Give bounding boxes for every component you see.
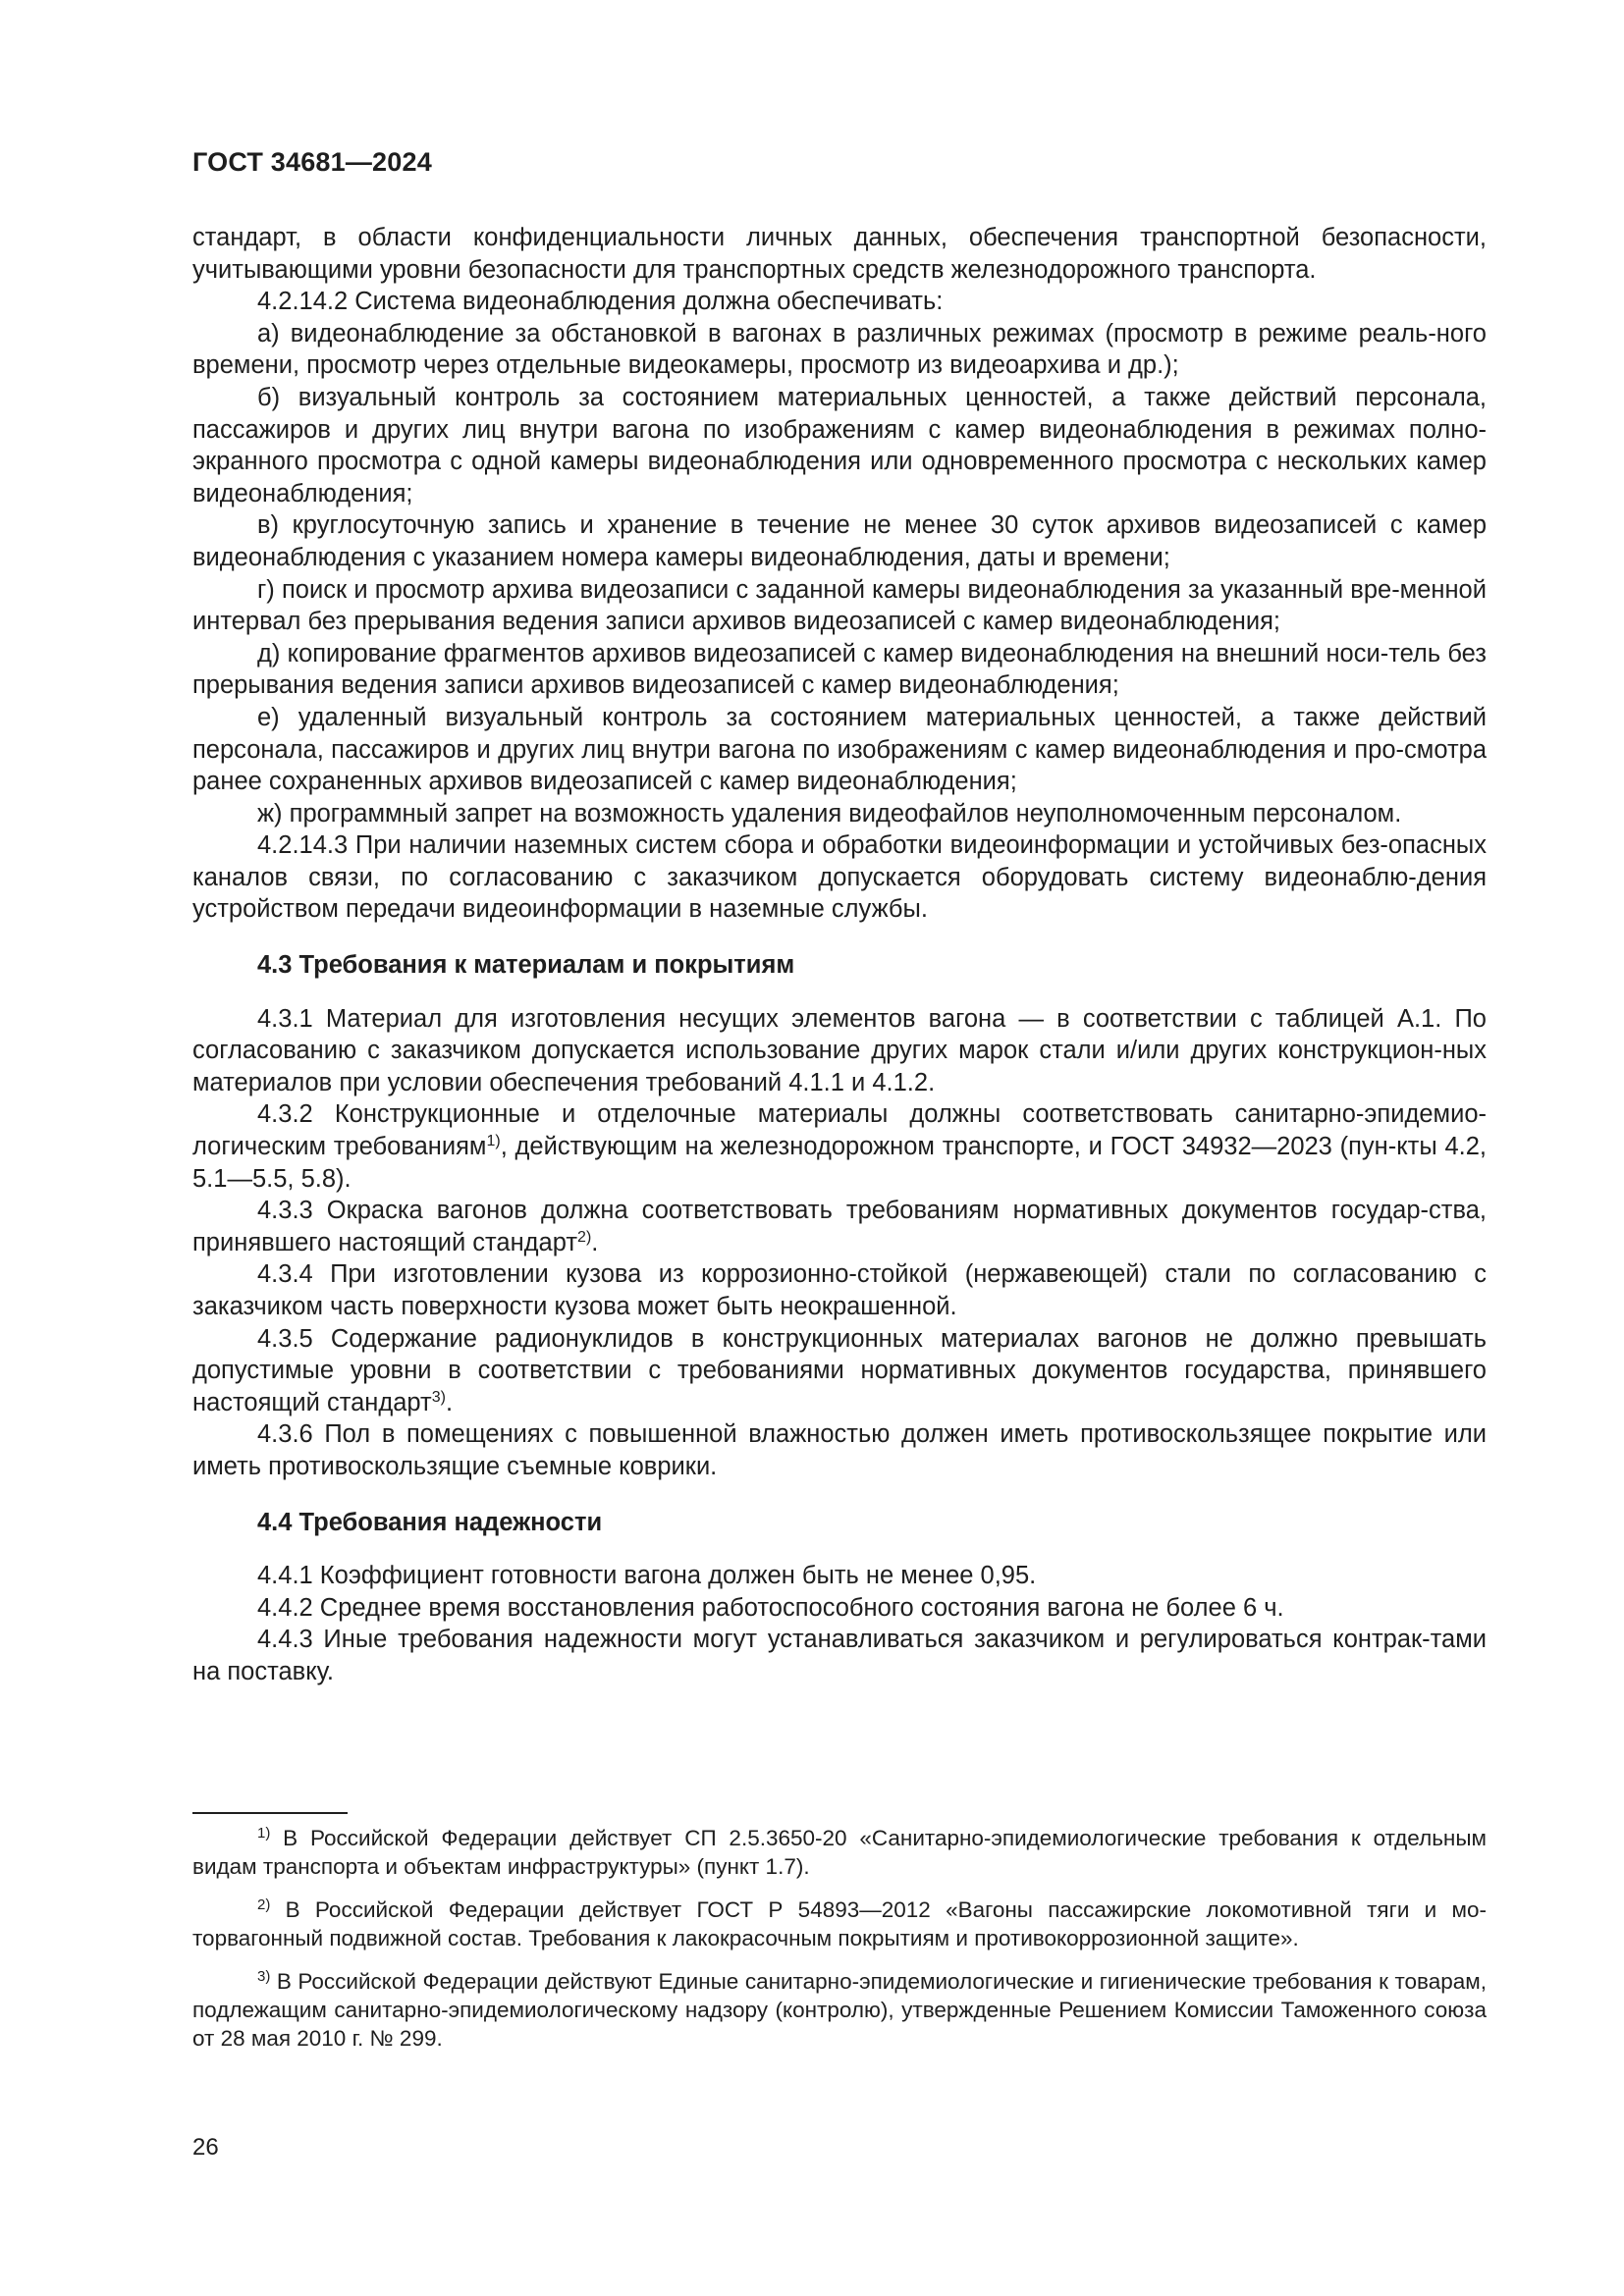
section-heading-4-4: 4.4 Требования надежности [257, 1508, 603, 1536]
paragraph-4-3-2 [192, 1098, 1487, 1195]
list-item-g: г) поиск и просмотр архива видеозаписи с заданной камеры видеонаблюдения за указанный вре-менной интервал без прерывания ведения записи архивов видеозаписей с камер видеонаблюдения; [192, 575, 1487, 636]
paragraph-4-3-5-text-b: . [445, 1388, 454, 1416]
paragraph-4-2-14-2: 4.2.14.2 Система видеонаблюдения должна обеспечивать: [257, 288, 944, 316]
paragraph-4-4-2: 4.4.2 Среднее время восстановления работоспособного состояния вагона не более 6 ч. [257, 1593, 1284, 1622]
paragraph-4-4-1: 4.4.1 Коэффициент готовности вагона должен быть не менее 0,95. [257, 1562, 1037, 1590]
paragraph-4-3-1: 4.3.1 Материал для изготовления несущих элементов вагона — в соответствии с таблицей А.1. По согласованию с заказчиком допускается использование других марок стали и/или других конструкцион-ных материалов при условии обеспечения требований 4.1.1 и 4.1.2. [192, 1004, 1487, 1096]
footnote-mark-3: 3) [257, 1967, 271, 1985]
footnote-text-2: В Российской Федерации действует ГОСТ Р 54893—2012 «Вагоны пассажирские локомотивной тяги и мо-торвагонный подвижной состав. Требования к лакокрасочным покрытиям и противокоррозионной защите». [192, 1896, 1487, 1951]
footnote-2 [192, 1896, 1487, 1953]
footnote-mark-2: 2) [257, 1896, 271, 1913]
paragraph-4-3-5 [192, 1323, 1487, 1419]
paragraph-4-3-3 [192, 1195, 1487, 1258]
document-header: ГОСТ 34681—2024 [192, 147, 432, 177]
footnote-text-3: В Российской Федерации действуют Единые санитарно-эпидемиологические и гигиенические требования к товарам, подлежащим санитарно-эпидемиологическому надзору (контролю), утвержденные Решением Комиссии Таможенного союза от 28 мая 2010 г. № 299. [192, 1968, 1487, 2052]
paragraph-4-3-5-text-a: 4.3.5 Содержание радионуклидов в конструкционных материалах вагонов не должно превышать допустимые уровни в соответствии с требованиями нормативных документов государства, принявшего настоящий стандарт [192, 1324, 1487, 1416]
paragraph-4-2-14-3: 4.2.14.3 При наличии наземных систем сбора и обработки видеоинформации и устойчивых без-опасных каналов связи, по согласованию с заказчиком допускается оборудовать систему видеонаблю-дения устройством передачи видеоинформации в наземные службы. [192, 831, 1487, 924]
section-heading-4-3: 4.3 Требования к материалам и покрытиям [257, 951, 795, 980]
footnote-ref-1: 1) [486, 1133, 501, 1150]
list-item-e: е) удаленный визуальный контроль за состоянием материальных ценностей, а также действий персонала, пассажиров и других лиц внутри вагона по изображениям с камер видеонаблюдения и про-смотра ранее сохраненных архивов видеозаписей с камер видеонаблюдения; [192, 703, 1487, 796]
paragraph-4-3-3-text-b: . [591, 1228, 599, 1256]
paragraph-4-3-4: 4.3.4 При изготовлении кузова из коррозионно-стойкой (нержавеющей) стали по согласованию с заказчиком часть поверхности кузова может быть неокрашенной. [192, 1260, 1487, 1320]
footnote-3 [192, 1967, 1487, 2054]
list-item-zh: ж) программный запрет на возможность удаления видеофайлов неуполномоченным персоналом. [257, 799, 1402, 828]
body-text [192, 222, 1487, 1688]
footnote-1 [192, 1824, 1487, 1882]
paragraph-continuation: стандарт, в области конфиденциальности личных данных, обеспечения транспортной безопасности, учитывающими уровни безопасности для транспортных средств железнодорожного транспорта. [192, 224, 1487, 284]
paragraph-4-3-2-text-a: 4.3.2 Конструкционные и отделочные материалы должны соответствовать санитарно-эпидемио-логическим требованиям [192, 1100, 1487, 1161]
footnote-text-1: В Российской Федерации действует СП 2.5.3650-20 «Санитарно-эпидемиологические требования к отдельным видам транспорта и объектам инфраструктуры» (пункт 1.7). [192, 1826, 1487, 1880]
paragraph-4-3-6: 4.3.6 Пол в помещениях с повышенной влажностью должен иметь противоскользящее покрытие или иметь противоскользящие съемные коврики. [192, 1420, 1487, 1480]
list-item-b: б) визуальный контроль за состоянием материальных ценностей, а также действий персонала, пассажиров и других лиц внутри вагона по изображениям с камер видеонаблюдения в режимах полно-экранного просмотра с одной камеры видеонаблюдения или одновременного просмотра с нескольких камер видеонаблюдения; [192, 383, 1487, 507]
list-item-v: в) круглосуточную запись и хранение в течение не менее 30 суток архивов видеозаписей с камер видеонаблюдения с указанием номера камеры видеонаблюдения, даты и времени; [192, 511, 1487, 571]
footnotes [192, 1824, 1487, 2067]
footnote-ref-3: 3) [431, 1388, 446, 1406]
list-item-a: а) видеонаблюдение за обстановкой в вагонах в различных режимах (просмотр в режиме реаль-ного времени, просмотр через отдельные видеокамеры, просмотр из видеоархива и др.); [192, 319, 1487, 380]
paragraph-4-3-2-text-b: , действующим на железнодорожном транспорте, и ГОСТ 34932—2023 (пун-кты 4.2, 5.1—5.5, 5.8). [192, 1133, 1487, 1193]
paragraph-4-3-3-text-a: 4.3.3 Окраска вагонов должна соответствовать требованиям нормативных документов государ-ства, принявшего настоящий стандарт [192, 1197, 1487, 1256]
page-number: 26 [192, 2134, 219, 2161]
paragraph-4-4-3: 4.4.3 Иные требования надежности могут устанавливаться заказчиком и регулироваться контрак-тами на поставку. [192, 1626, 1487, 1685]
footnote-ref-2: 2) [577, 1228, 592, 1246]
list-item-d: д) копирование фрагментов архивов видеозаписей с камер видеонаблюдения на внешний носи-тель без прерывания ведения записи архивов видеозаписей с камер видеонаблюдения; [192, 639, 1487, 700]
footnote-divider [192, 1812, 348, 1814]
footnote-mark-1: 1) [257, 1825, 271, 1842]
